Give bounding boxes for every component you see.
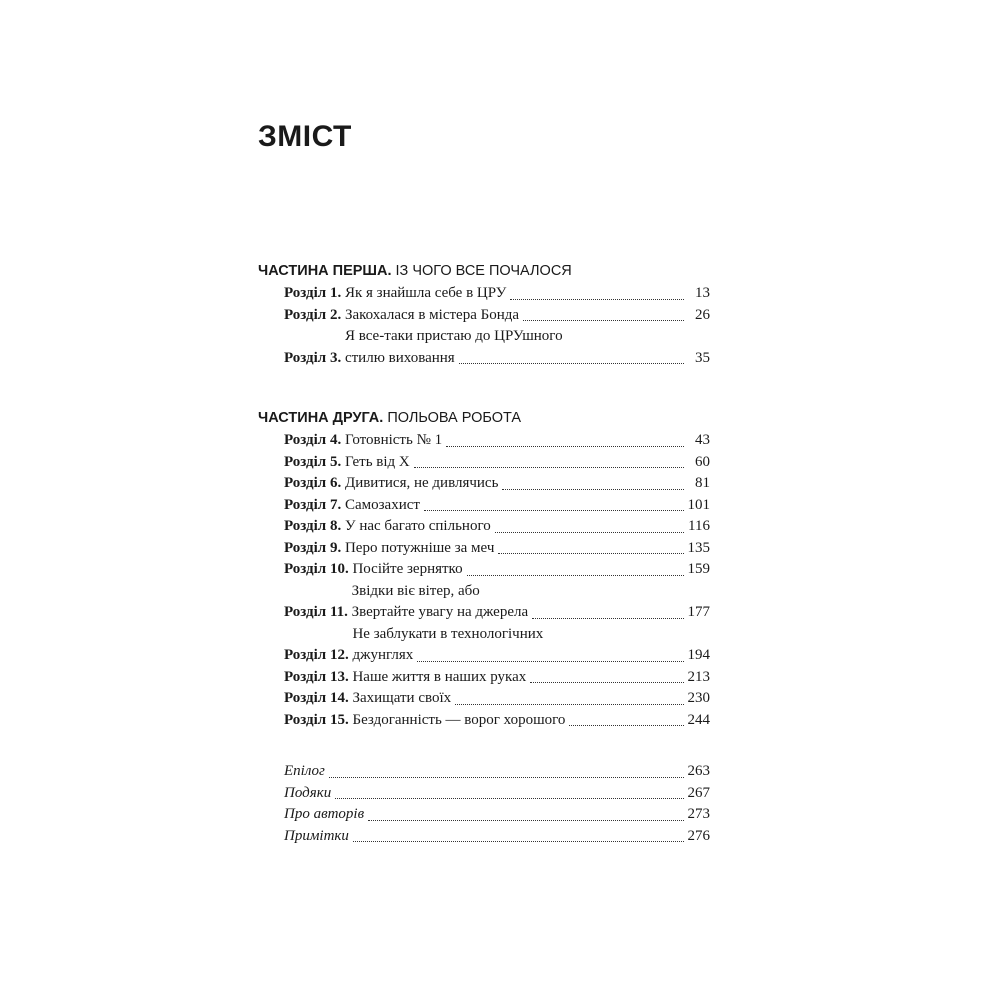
chapter-title: Бездоганність — ворог хорошого [352,711,566,728]
page-number: 35 [695,349,710,366]
toc-entry[interactable] [258,430,710,452]
dot-leader [424,510,684,511]
page-number: 244 [687,711,710,728]
chapter-label: Розділ 11. [284,604,348,620]
part-heading[interactable] [258,406,710,430]
toc-entry[interactable] [258,305,710,327]
toc-entry[interactable] [258,826,710,848]
dot-leader [335,798,683,799]
dot-leader [446,446,684,447]
toc-entry[interactable] [258,688,710,710]
part-heading[interactable] [258,259,710,283]
dot-leader [368,820,683,821]
dot-leader [502,489,684,490]
page-number: 60 [695,453,710,470]
toc-entry[interactable] [258,761,710,783]
dot-leader [495,532,684,533]
section-title: Подяки [284,784,332,801]
chapter-title: Закохалася в містера Бонда [344,306,520,323]
page-number: 177 [687,604,710,620]
toc-entry[interactable] [258,516,710,538]
page-number: 135 [687,539,710,556]
dot-leader [417,661,683,662]
page-number: 43 [695,432,710,448]
page-number: 213 [687,668,710,685]
chapter-label: Розділ 9. [284,539,342,556]
section-title: Про авторів [284,806,365,822]
dot-leader [414,467,684,468]
page-number: 13 [695,285,710,301]
toc-back-matter [258,761,710,847]
page-number: 159 [687,561,710,577]
toc-entry[interactable] [258,624,710,667]
toc-entry[interactable] [258,452,710,474]
chapter-title: Не заблукати в технологічних [352,625,544,642]
chapter-title: Посійте зернятко [352,561,463,577]
chapter-label: Розділ 14. [284,690,349,706]
chapter-title-continued: Звертайте увагу на джерела [351,604,529,620]
dot-leader [569,725,683,726]
toc-entry[interactable] [258,804,710,826]
page-number: 101 [687,496,710,513]
page-title: ЗМІСТ [258,120,352,153]
dot-leader [455,704,683,705]
toc-entry[interactable] [258,495,710,517]
chapter-title-continued: стилю виховання [344,349,455,366]
dot-leader [498,553,683,554]
toc-entry[interactable] [258,581,710,624]
section-title: Епілог [284,763,325,779]
dot-leader [467,575,684,576]
toc-entry[interactable] [258,326,710,369]
chapter-title: Як я знайшла себе в ЦРУ [344,285,507,301]
chapter-title: Дивитися, не дивлячись [344,475,499,491]
chapter-label: Розділ 2. [284,306,342,323]
chapter-label: Розділ 10. [284,561,349,577]
page-number: 276 [687,827,710,844]
part-label: ЧАСТИНА ПЕРША. [258,263,392,279]
chapter-label: Розділ 13. [284,668,349,685]
chapter-title: Захищати своїх [352,690,452,706]
toc-entry[interactable] [258,538,710,560]
chapter-title: Геть від Х [344,453,410,470]
toc-entry[interactable] [258,283,710,305]
page-number: 230 [687,690,710,706]
chapter-title-continued: джунглях [352,647,414,663]
toc-entry[interactable] [258,559,710,581]
dot-leader [532,618,683,619]
toc-part-2 [258,406,710,731]
toc-entry[interactable] [258,783,710,805]
dot-leader [459,363,684,364]
toc-entry[interactable] [258,710,710,732]
chapter-title: Самозахист [344,496,420,513]
part-label: ЧАСТИНА ДРУГА. [258,410,384,426]
toc-part-1 [258,259,710,369]
chapter-label: Розділ 8. [284,518,342,534]
chapter-title: Наше життя в наших руках [352,668,527,685]
chapter-label: Розділ 12. [284,647,349,663]
chapter-label: Розділ 6. [284,475,342,491]
dot-leader [530,682,683,683]
dot-leader [329,777,684,778]
chapter-label: Розділ 1. [284,285,342,301]
chapter-label: Розділ 7. [284,496,342,513]
dot-leader [353,841,684,842]
page-number: 26 [695,306,710,323]
section-title: Примітки [284,827,349,844]
chapter-title: У нас багато спільного [344,518,491,534]
toc-entry[interactable] [258,473,710,495]
page-number: 116 [688,518,710,534]
chapter-title: Я все-таки пристаю до ЦРУшного [344,328,563,344]
chapter-label: Розділ 4. [284,432,342,448]
chapter-label: Розділ 3. [284,349,342,366]
chapter-label: Розділ 15. [284,711,349,728]
toc-entry[interactable] [258,667,710,689]
part-title: ПОЛЬОВА РОБОТА [383,410,522,426]
chapter-label: Розділ 5. [284,453,342,470]
page-number: 194 [687,647,710,663]
page-number: 81 [695,475,710,491]
page-number: 263 [687,763,710,779]
part-title: ІЗ ЧОГО ВСЕ ПОЧАЛОСЯ [391,263,572,279]
chapter-title: Звідки віє вітер, або [351,582,480,599]
page-number: 267 [687,784,710,801]
chapter-title: Перо потужніше за меч [344,539,495,556]
chapter-title: Готовність № 1 [344,432,443,448]
page-number: 273 [687,806,710,822]
dot-leader [510,299,684,300]
dot-leader [523,320,684,321]
